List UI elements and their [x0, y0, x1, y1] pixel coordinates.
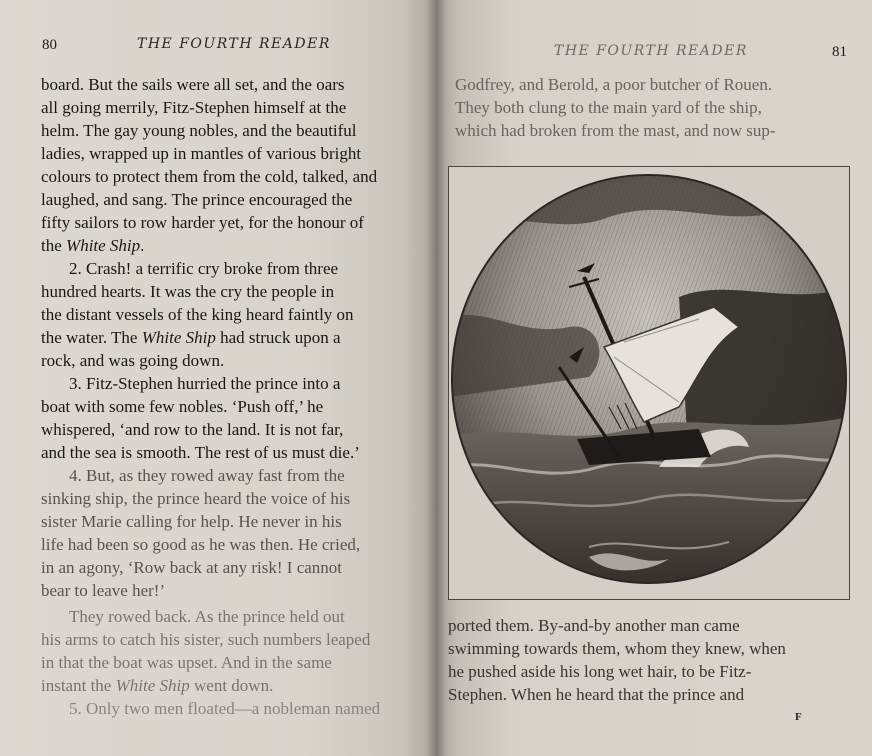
text-line: laughed, and sang. The prince encouraged the	[41, 190, 353, 209]
text-line: ported them. By-and-by another man came	[448, 616, 740, 635]
text-line	[41, 234, 431, 257]
text-line: sinking ship, the prince heard the voice of his	[41, 489, 351, 508]
right-body-text-top	[455, 73, 853, 142]
text-line: boat with some few nobles. ‘Push off,’ he	[41, 397, 324, 416]
text-line: 5. Only two men floated—a nobleman named	[69, 699, 381, 718]
text-line: They both clung to the main yard of the ship,	[455, 98, 762, 117]
text-line: in that the boat was upset. And in the same	[41, 653, 332, 672]
text-line	[41, 326, 431, 349]
text-line: the distant vessels of the king heard faintly on	[41, 305, 354, 324]
shipwreck-illustration	[448, 166, 850, 600]
text-line: in an agony, ‘Row back at any risk! I cannot	[41, 558, 343, 577]
text-fragment: went down.	[189, 676, 274, 695]
text-line: 2. Crash! a terrific cry broke from three	[69, 259, 339, 278]
text-line: Godfrey, and Berold, a poor butcher of Rouen.	[455, 75, 773, 94]
text-fragment: .	[140, 236, 145, 255]
text-line: hundred hearts. It was the cry the people in	[41, 282, 335, 301]
text-line: fifty sailors to row harder yet, for the honour of	[41, 213, 364, 232]
shipwreck-engraving	[449, 167, 849, 599]
text-line: colours to protect them from the cold, talked, and	[41, 167, 378, 186]
text-line: rock, and was going down.	[41, 351, 225, 370]
text-line: he pushed aside his long wet hair, to be Fitz-	[448, 662, 752, 681]
text-line: They rowed back. As the prince held out	[69, 607, 345, 626]
text-line: all going merrily, Fitz-Stephen himself at the	[41, 98, 347, 117]
text-line: 4. But, as they rowed away fast from the	[69, 466, 345, 485]
running-head: THE FOURTH READER	[137, 36, 331, 52]
text-line: sister Marie calling for help. He never in his	[41, 512, 342, 531]
text-line: his arms to catch his sister, such numbers leaped	[41, 630, 371, 649]
text-line: swimming towards them, whom they knew, when	[448, 639, 786, 658]
text-line: whispered, ‘and row to the land. It is not far,	[41, 420, 344, 439]
left-body-text	[41, 73, 431, 720]
text-fragment: had struck upon a	[215, 328, 341, 347]
text-line: which had broken from the mast, and now sup-	[455, 121, 776, 140]
ship-name: White Ship	[115, 676, 190, 695]
signature-mark: F	[795, 711, 802, 723]
text-line: 3. Fitz-Stephen hurried the prince into a	[69, 374, 341, 393]
text-fragment: the water. The	[41, 328, 142, 347]
right-body-text-bottom	[448, 614, 846, 706]
ship-name: White Ship	[66, 236, 141, 255]
text-line: helm. The gay young nobles, and the beautiful	[41, 121, 357, 140]
text-line	[41, 674, 431, 697]
page-number: 81	[832, 44, 847, 60]
text-line: ladies, wrapped up in mantles of various bright	[41, 144, 362, 163]
running-head: THE FOURTH READER	[554, 43, 748, 59]
page-number: 80	[42, 37, 57, 53]
text-fragment: instant the	[41, 676, 116, 695]
text-line: life had been so good as he was then. He cried,	[41, 535, 361, 554]
ship-name: White Ship	[141, 328, 216, 347]
text-line: and the sea is smooth. The rest of us must die.’	[41, 443, 360, 462]
text-line: Stephen. When he heard that the prince and	[448, 685, 745, 704]
text-line: board. But the sails were all set, and the oars	[41, 75, 345, 94]
text-fragment: the	[41, 236, 67, 255]
text-line: bear to leave her!’	[41, 581, 166, 600]
book-gutter	[426, 0, 446, 756]
